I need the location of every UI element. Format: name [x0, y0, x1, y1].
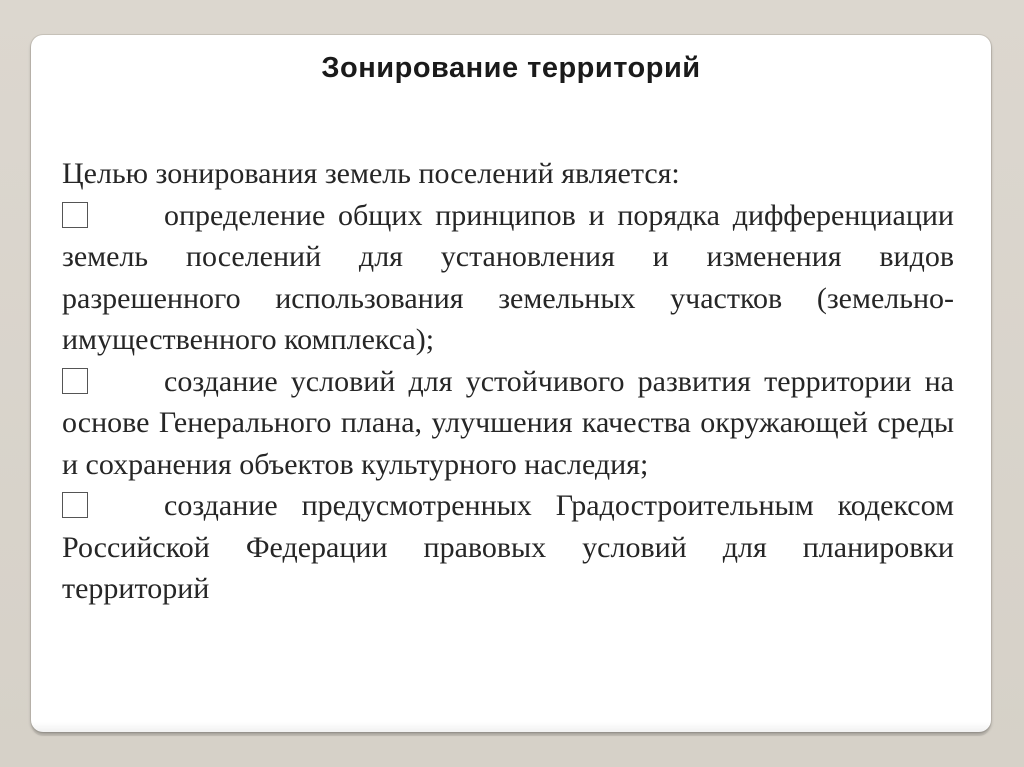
slide-body	[62, 153, 954, 610]
empty-square-icon	[62, 368, 88, 394]
empty-square-icon	[62, 202, 88, 228]
list-item	[62, 361, 954, 486]
list-item-text: создание предусмотренных Градостроительным кодексом Российской Федерации правовых условий для планировки территорий	[62, 489, 954, 605]
slide-title: Зонирование территорий	[321, 52, 701, 84]
empty-square-icon	[62, 492, 88, 518]
list-item-text: создание условий для устойчивого развития территории на основе Генерального плана, улучшения качества окружающей среды и сохранения объектов культурного наследия;	[62, 364, 954, 481]
intro-text: Целью зонирования земель поселений является:	[62, 157, 680, 190]
list-item-text: определение общих принципов и порядка дифференциации земель поселений для установления и изменения видов разрешенного использования земельных участков (земельно-имущественного комплекса);	[62, 198, 954, 356]
list-item	[62, 195, 954, 361]
list-item	[62, 485, 954, 610]
